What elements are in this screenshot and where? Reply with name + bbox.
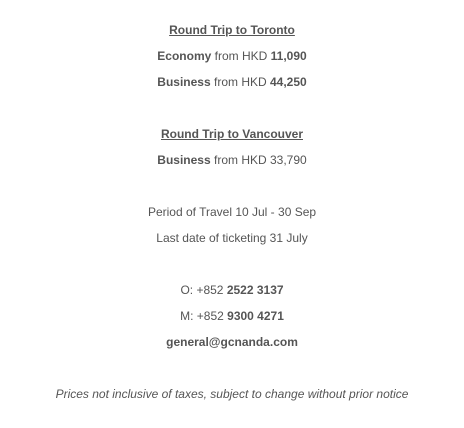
email-line	[0, 334, 464, 350]
mobile-phone-number: 9300 4271	[227, 309, 284, 323]
office-phone	[0, 282, 464, 298]
fare-from-label: from HKD	[213, 75, 267, 89]
fare-class-label: Business	[157, 75, 211, 89]
fare-from-label: from HKD	[214, 49, 268, 63]
toronto-business-fare	[0, 74, 464, 90]
fare-class-label: Economy	[157, 49, 212, 63]
toronto-economy-fare	[0, 48, 464, 64]
toronto-heading: Round Trip to Toronto	[169, 23, 295, 37]
vancouver-heading: Round Trip to Vancouver	[160, 127, 303, 141]
mobile-phone-prefix: M: +852	[180, 309, 224, 323]
mobile-phone	[0, 308, 464, 324]
travel-period: Period of Travel 10 Jul - 30 Sep	[147, 205, 317, 219]
email-link[interactable]: general@gcnanda.com	[166, 335, 298, 349]
office-phone-prefix: O: +852	[180, 283, 224, 297]
fare-price-text: from HKD 33,790	[213, 153, 307, 167]
ticketing-deadline: Last date of ticketing 31 July	[156, 231, 308, 245]
fare-price: 11,090	[270, 49, 307, 63]
vancouver-business-fare	[0, 152, 464, 168]
fare-class-label: Business	[157, 153, 211, 167]
fare-price: 44,250	[270, 75, 307, 89]
office-phone-number: 2522 3137	[226, 283, 284, 297]
price-disclaimer: Prices not inclusive of taxes, subject to change without prior notice	[55, 387, 409, 401]
